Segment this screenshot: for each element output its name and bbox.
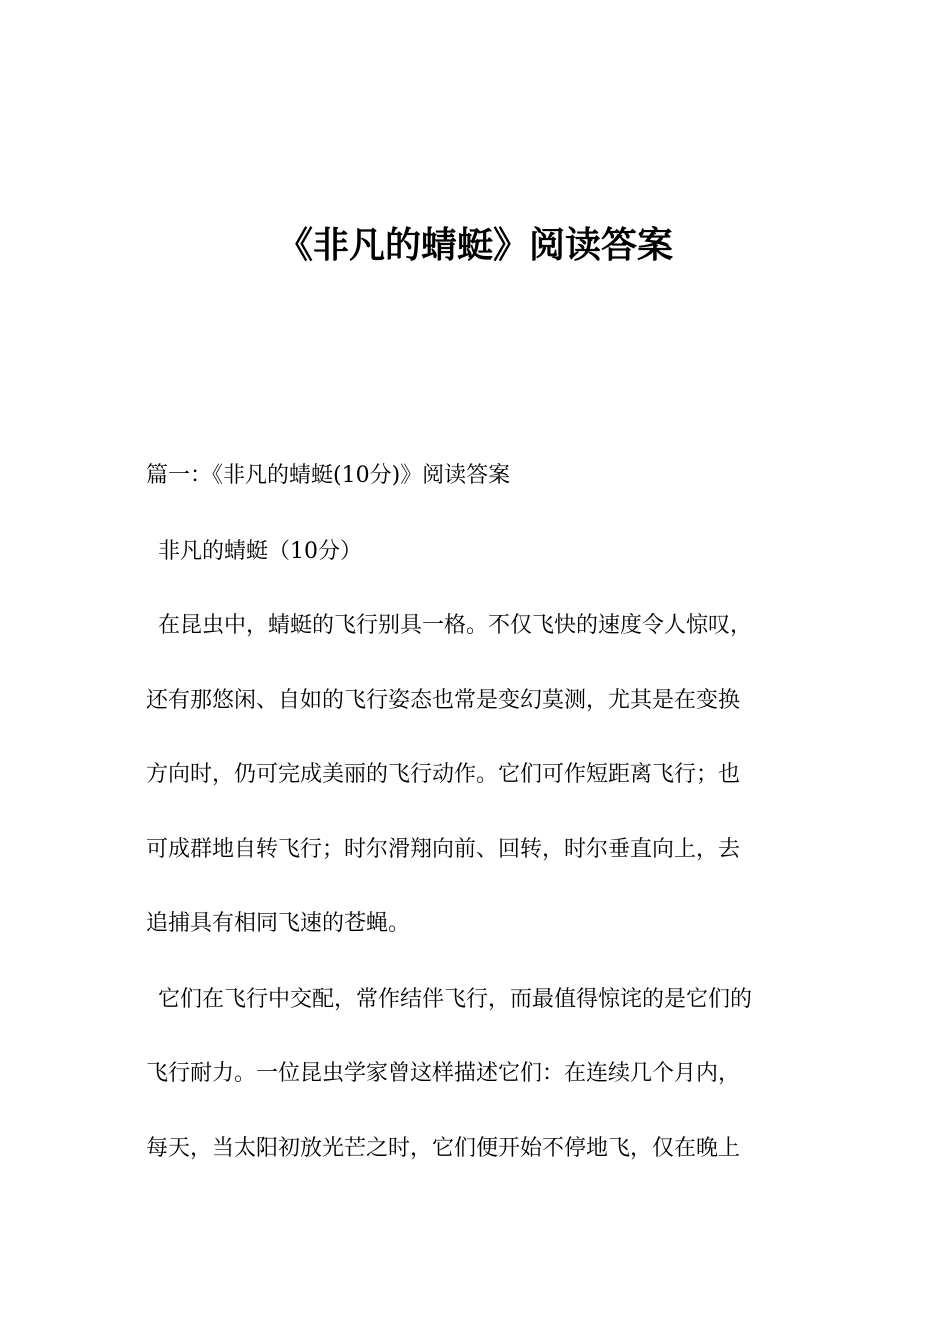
paragraph-line: 每天，当太阳初放光芒之时，它们便开始不停地飞，仅在晚上	[146, 1136, 741, 1161]
paragraph-line: 它们在飞行中交配，常作结伴飞行，而最值得惊诧的是它们的	[158, 987, 753, 1012]
paragraph-line: 追捕具有相同飞速的苍蝇。	[146, 911, 411, 936]
paragraph-line: 可成群地自转飞行；时尔滑翔向前、回转，时尔垂直向上，去	[146, 837, 741, 862]
paragraph-line: 还有那悠闲、自如的飞行姿态也常是变幻莫测，尤其是在变换	[146, 688, 741, 713]
paragraph-line: 飞行耐力。一位昆虫学家曾这样描述它们：在连续几个月内，	[146, 1061, 741, 1086]
paragraph-line: 在昆虫中，蜻蜓的飞行别具一格。不仅飞快的速度令人惊叹，	[158, 613, 753, 638]
article-title: 非凡的蜻蜓（10分）	[158, 539, 362, 564]
section-heading: 篇一：《非凡的蜻蜓(10分)》阅读答案	[146, 463, 511, 488]
page-title: 《非凡的蜻蜓》阅读答案	[276, 225, 673, 266]
paragraph-line: 方向时，仍可完成美丽的飞行动作。它们可作短距离飞行；也	[146, 762, 741, 787]
